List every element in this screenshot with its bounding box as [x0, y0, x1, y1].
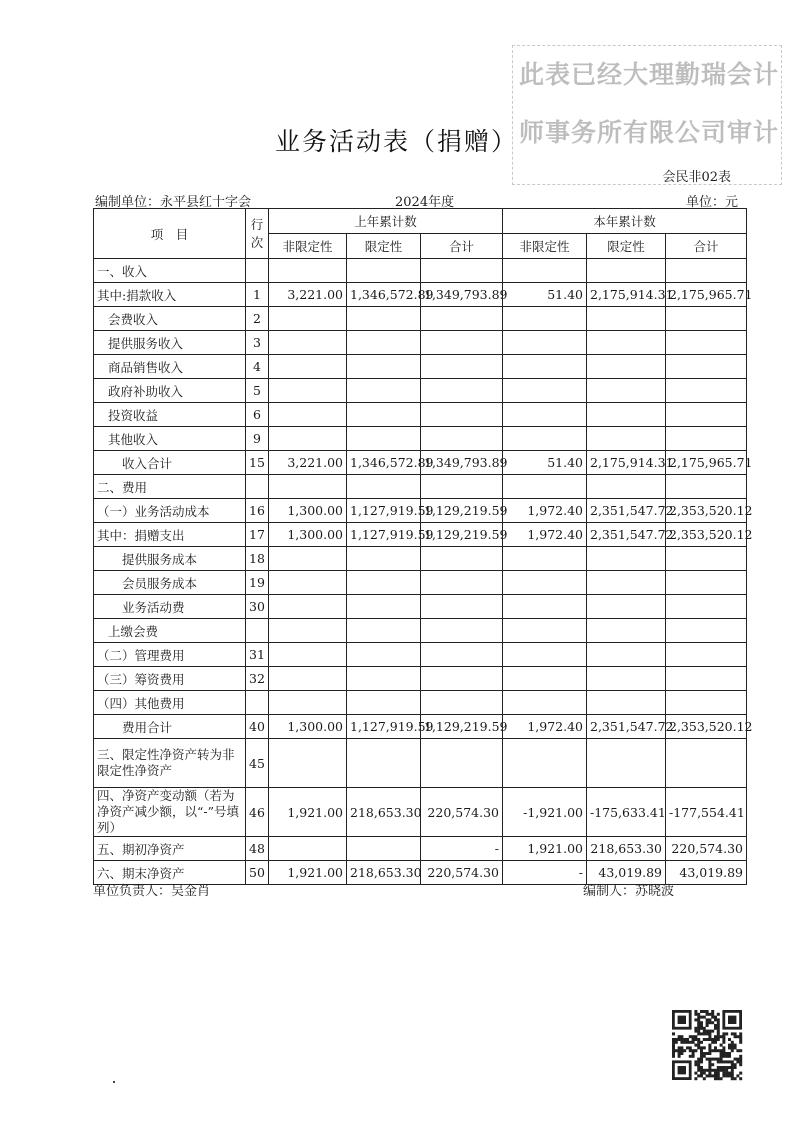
cell-current-restricted — [587, 427, 666, 451]
responsible-person: 单位负责人：吴金肖 — [93, 884, 211, 899]
row-line-number: 17 — [246, 523, 269, 547]
cell-prior-unrestricted — [269, 667, 347, 691]
row-line-number — [246, 259, 269, 283]
table-row — [94, 619, 747, 643]
cell-current-unrestricted — [503, 475, 587, 499]
cell-prior-restricted: 1,346,572.89 — [347, 451, 421, 475]
cell-current-total: 43,019.89 — [666, 861, 747, 885]
cell-current-total: 2,175,965.71 — [666, 283, 747, 307]
row-label: 其中:捐款收入 — [94, 283, 246, 307]
row-line-number — [246, 691, 269, 715]
row-label: 上缴会费 — [94, 619, 246, 643]
cell-prior-restricted — [347, 619, 421, 643]
table-row — [94, 643, 747, 667]
cell-current-restricted — [587, 307, 666, 331]
cell-current-unrestricted: 1,972.40 — [503, 499, 587, 523]
row-label: （四）其他费用 — [94, 691, 246, 715]
cell-current-total: 2,353,520.12 — [666, 715, 747, 739]
cell-current-restricted — [587, 259, 666, 283]
row-line-number — [246, 475, 269, 499]
cell-current-total — [666, 667, 747, 691]
cell-prior-total: - — [421, 837, 503, 861]
table-row — [94, 571, 747, 595]
cell-prior-restricted — [347, 475, 421, 499]
cell-current-total — [666, 379, 747, 403]
cell-current-unrestricted — [503, 259, 587, 283]
cell-prior-restricted: 1,127,919.59 — [347, 499, 421, 523]
cell-prior-unrestricted — [269, 307, 347, 331]
row-label: 提供服务成本 — [94, 547, 246, 571]
cell-current-total: 2,175,965.71 — [666, 451, 747, 475]
table-header — [94, 209, 747, 259]
cell-prior-total — [421, 427, 503, 451]
cell-current-total: -177,554.41 — [666, 788, 747, 837]
header-line: 行次 — [246, 209, 269, 259]
table-row — [94, 595, 747, 619]
cell-prior-total — [421, 643, 503, 667]
cell-current-unrestricted — [503, 571, 587, 595]
header-current-total: 合计 — [666, 234, 747, 259]
header-item: 项 目 — [94, 209, 246, 259]
row-line-number: 30 — [246, 595, 269, 619]
cell-current-restricted — [587, 643, 666, 667]
cell-prior-unrestricted — [269, 595, 347, 619]
row-label: 二、费用 — [94, 475, 246, 499]
activity-table — [93, 208, 753, 885]
cell-prior-unrestricted — [269, 739, 347, 788]
stamp-line-1: 此表已经大理勤瑞会计 — [519, 60, 780, 89]
cell-prior-total: 220,574.30 — [421, 788, 503, 837]
cell-prior-unrestricted — [269, 379, 347, 403]
row-line-number: 48 — [246, 837, 269, 861]
cell-current-unrestricted — [503, 379, 587, 403]
cell-current-unrestricted — [503, 739, 587, 788]
cell-current-total — [666, 427, 747, 451]
cell-current-total — [666, 571, 747, 595]
header-current-restricted: 限定性 — [587, 234, 666, 259]
row-line-number: 19 — [246, 571, 269, 595]
cell-prior-unrestricted: 3,221.00 — [269, 283, 347, 307]
cell-current-total: 2,353,520.12 — [666, 523, 747, 547]
row-line-number: 45 — [246, 739, 269, 788]
cell-prior-unrestricted — [269, 259, 347, 283]
cell-current-unrestricted — [503, 643, 587, 667]
cell-current-total — [666, 307, 747, 331]
cell-current-unrestricted — [503, 595, 587, 619]
row-label: 其中：捐赠支出 — [94, 523, 246, 547]
header-current-year: 本年累计数 — [503, 209, 747, 234]
cell-current-restricted — [587, 739, 666, 788]
cell-prior-total — [421, 307, 503, 331]
cell-prior-total — [421, 379, 503, 403]
cell-current-restricted: -175,633.41 — [587, 788, 666, 837]
cell-prior-unrestricted — [269, 403, 347, 427]
row-label: 商品销售收入 — [94, 355, 246, 379]
cell-prior-total — [421, 739, 503, 788]
cell-current-unrestricted: - — [503, 861, 587, 885]
row-label: 四、净资产变动额（若为净资产减少额，以“-”号填列） — [94, 788, 246, 837]
row-line-number: 3 — [246, 331, 269, 355]
header-prior-restricted: 限定性 — [347, 234, 421, 259]
cell-prior-total — [421, 667, 503, 691]
table-row — [94, 547, 747, 571]
cell-current-restricted — [587, 595, 666, 619]
row-label: 一、收入 — [94, 259, 246, 283]
cell-current-restricted — [587, 379, 666, 403]
table-row — [94, 667, 747, 691]
table-row — [94, 427, 747, 451]
cell-prior-total — [421, 259, 503, 283]
row-line-number: 6 — [246, 403, 269, 427]
header-prior-unrestricted: 非限定性 — [269, 234, 347, 259]
cell-current-unrestricted — [503, 403, 587, 427]
table-body — [94, 259, 753, 885]
cell-prior-restricted — [347, 259, 421, 283]
row-label: 六、期末净资产 — [94, 861, 246, 885]
table-row — [94, 331, 747, 355]
cell-prior-unrestricted — [269, 331, 347, 355]
cell-current-restricted — [587, 475, 666, 499]
cell-current-total — [666, 691, 747, 715]
cell-prior-total: 1,129,219.59 — [421, 523, 503, 547]
row-line-number: 1 — [246, 283, 269, 307]
cell-prior-total — [421, 691, 503, 715]
cell-current-total — [666, 643, 747, 667]
cell-current-restricted — [587, 355, 666, 379]
row-line-number: 32 — [246, 667, 269, 691]
cell-prior-restricted — [347, 355, 421, 379]
cell-prior-unrestricted: 1,300.00 — [269, 499, 347, 523]
stamp-line-2: 师事务所有限公司审计 — [519, 118, 780, 147]
cell-current-unrestricted: 51.40 — [503, 283, 587, 307]
cell-prior-restricted: 1,127,919.59 — [347, 715, 421, 739]
cell-current-restricted — [587, 691, 666, 715]
cell-prior-unrestricted: 1,300.00 — [269, 715, 347, 739]
row-line-number: 5 — [246, 379, 269, 403]
cell-prior-unrestricted — [269, 837, 347, 861]
cell-prior-total: 220,574.30 — [421, 861, 503, 885]
cell-prior-total — [421, 595, 503, 619]
reporting-unit: 编制单位：永平县红十字会 — [95, 195, 252, 210]
cell-current-restricted — [587, 403, 666, 427]
table-row — [94, 475, 747, 499]
row-line-number: 2 — [246, 307, 269, 331]
row-line-number: 31 — [246, 643, 269, 667]
cell-current-total — [666, 355, 747, 379]
cell-current-total — [666, 403, 747, 427]
cell-prior-unrestricted — [269, 427, 347, 451]
cell-prior-restricted — [347, 691, 421, 715]
cell-prior-restricted: 1,127,919.59 — [347, 523, 421, 547]
table-row — [94, 523, 747, 547]
cell-prior-restricted — [347, 837, 421, 861]
cell-prior-total — [421, 547, 503, 571]
cell-prior-total — [421, 355, 503, 379]
table-row — [94, 259, 747, 283]
row-label: 收入合计 — [94, 451, 246, 475]
cell-current-total — [666, 739, 747, 788]
cell-current-unrestricted: 1,972.40 — [503, 715, 587, 739]
cell-current-restricted: 2,351,547.72 — [587, 523, 666, 547]
cell-prior-restricted — [347, 427, 421, 451]
scan-speck — [113, 1081, 115, 1083]
row-label: 业务活动费 — [94, 595, 246, 619]
cell-prior-restricted — [347, 331, 421, 355]
cell-prior-unrestricted — [269, 619, 347, 643]
audit-stamp — [512, 45, 782, 185]
header-current-unrestricted: 非限定性 — [503, 234, 587, 259]
cell-current-restricted — [587, 331, 666, 355]
currency-unit: 单位：元 — [685, 195, 738, 210]
form-code: 会民非02表 — [662, 170, 731, 185]
table-row — [94, 499, 747, 523]
row-label: 政府补助收入 — [94, 379, 246, 403]
row-label: （二）管理费用 — [94, 643, 246, 667]
header-prior-total: 合计 — [421, 234, 503, 259]
row-label: （一）业务活动成本 — [94, 499, 246, 523]
cell-prior-unrestricted: 1,300.00 — [269, 523, 347, 547]
row-label: 费用合计 — [94, 715, 246, 739]
row-label: 其他收入 — [94, 427, 246, 451]
cell-prior-total: 1,129,219.59 — [421, 715, 503, 739]
cell-current-restricted: 2,175,914.31 — [587, 283, 666, 307]
cell-current-restricted: 2,175,914.31 — [587, 451, 666, 475]
page-title: 业务活动表（捐赠） — [274, 127, 518, 156]
table-row — [94, 788, 747, 837]
cell-current-restricted: 2,351,547.72 — [587, 715, 666, 739]
qr-code-icon — [672, 1010, 742, 1080]
table-row — [94, 715, 747, 739]
cell-prior-total — [421, 475, 503, 499]
table-row — [94, 379, 747, 403]
table-row — [94, 403, 747, 427]
table-row — [94, 283, 747, 307]
cell-prior-restricted: 1,346,572.89 — [347, 283, 421, 307]
table-row — [94, 691, 747, 715]
cell-current-restricted — [587, 571, 666, 595]
cell-prior-restricted — [347, 379, 421, 403]
row-label: 五、期初净资产 — [94, 837, 246, 861]
table-row — [94, 355, 747, 379]
cell-current-unrestricted — [503, 355, 587, 379]
row-label: （三）筹资费用 — [94, 667, 246, 691]
cell-current-total: 2,353,520.12 — [666, 499, 747, 523]
cell-prior-restricted — [347, 739, 421, 788]
row-line-number: 9 — [246, 427, 269, 451]
row-label: 提供服务收入 — [94, 331, 246, 355]
cell-current-restricted — [587, 667, 666, 691]
cell-prior-restricted — [347, 547, 421, 571]
row-line-number: 40 — [246, 715, 269, 739]
cell-current-unrestricted — [503, 331, 587, 355]
header-prior-year: 上年累计数 — [269, 209, 503, 234]
row-label: 投资收益 — [94, 403, 246, 427]
table-row — [94, 837, 747, 861]
cell-prior-restricted — [347, 571, 421, 595]
cell-current-total: 220,574.30 — [666, 837, 747, 861]
cell-current-unrestricted: 51.40 — [503, 451, 587, 475]
row-line-number: 18 — [246, 547, 269, 571]
cell-current-restricted: 43,019.89 — [587, 861, 666, 885]
cell-current-unrestricted — [503, 307, 587, 331]
cell-current-total — [666, 595, 747, 619]
cell-prior-total — [421, 403, 503, 427]
cell-prior-total: 1,349,793.89 — [421, 451, 503, 475]
cell-current-restricted: 2,351,547.72 — [587, 499, 666, 523]
cell-prior-restricted: 218,653.30 — [347, 788, 421, 837]
row-line-number: 4 — [246, 355, 269, 379]
cell-prior-unrestricted: 1,921.00 — [269, 861, 347, 885]
cell-current-unrestricted — [503, 427, 587, 451]
cell-prior-restricted: 218,653.30 — [347, 861, 421, 885]
cell-current-total — [666, 475, 747, 499]
cell-prior-restricted — [347, 643, 421, 667]
cell-prior-restricted — [347, 403, 421, 427]
cell-prior-total — [421, 331, 503, 355]
cell-current-total — [666, 619, 747, 643]
cell-current-restricted — [587, 619, 666, 643]
cell-current-unrestricted — [503, 691, 587, 715]
cell-prior-unrestricted — [269, 475, 347, 499]
cell-current-restricted: 218,653.30 — [587, 837, 666, 861]
cell-current-unrestricted: 1,972.40 — [503, 523, 587, 547]
cell-prior-unrestricted — [269, 547, 347, 571]
cell-prior-unrestricted: 3,221.00 — [269, 451, 347, 475]
cell-prior-unrestricted — [269, 355, 347, 379]
row-label: 会员服务成本 — [94, 571, 246, 595]
cell-prior-unrestricted — [269, 571, 347, 595]
cell-current-total — [666, 259, 747, 283]
row-line-number: 46 — [246, 788, 269, 837]
row-line-number: 50 — [246, 861, 269, 885]
row-line-number: 16 — [246, 499, 269, 523]
row-line-number: 15 — [246, 451, 269, 475]
cell-current-restricted — [587, 547, 666, 571]
cell-current-unrestricted — [503, 547, 587, 571]
cell-current-unrestricted: 1,921.00 — [503, 837, 587, 861]
cell-prior-restricted — [347, 307, 421, 331]
cell-current-unrestricted: -1,921.00 — [503, 788, 587, 837]
cell-current-unrestricted — [503, 667, 587, 691]
row-label: 会费收入 — [94, 307, 246, 331]
preparer: 编制人：苏晓波 — [583, 884, 675, 899]
cell-prior-total — [421, 571, 503, 595]
cell-prior-unrestricted: 1,921.00 — [269, 788, 347, 837]
table-row — [94, 307, 747, 331]
cell-prior-restricted — [347, 595, 421, 619]
cell-prior-restricted — [347, 667, 421, 691]
cell-prior-unrestricted — [269, 691, 347, 715]
table-row — [94, 739, 747, 788]
cell-prior-total: 1,349,793.89 — [421, 283, 503, 307]
cell-prior-unrestricted — [269, 643, 347, 667]
row-line-number — [246, 619, 269, 643]
table-row — [94, 451, 747, 475]
cell-current-total — [666, 547, 747, 571]
cell-prior-total — [421, 619, 503, 643]
reporting-year: 2024年度 — [395, 195, 455, 210]
row-label: 三、限定性净资产转为非限定性净资产 — [94, 739, 246, 788]
cell-current-unrestricted — [503, 619, 587, 643]
cell-current-total — [666, 331, 747, 355]
cell-prior-total: 1,129,219.59 — [421, 499, 503, 523]
